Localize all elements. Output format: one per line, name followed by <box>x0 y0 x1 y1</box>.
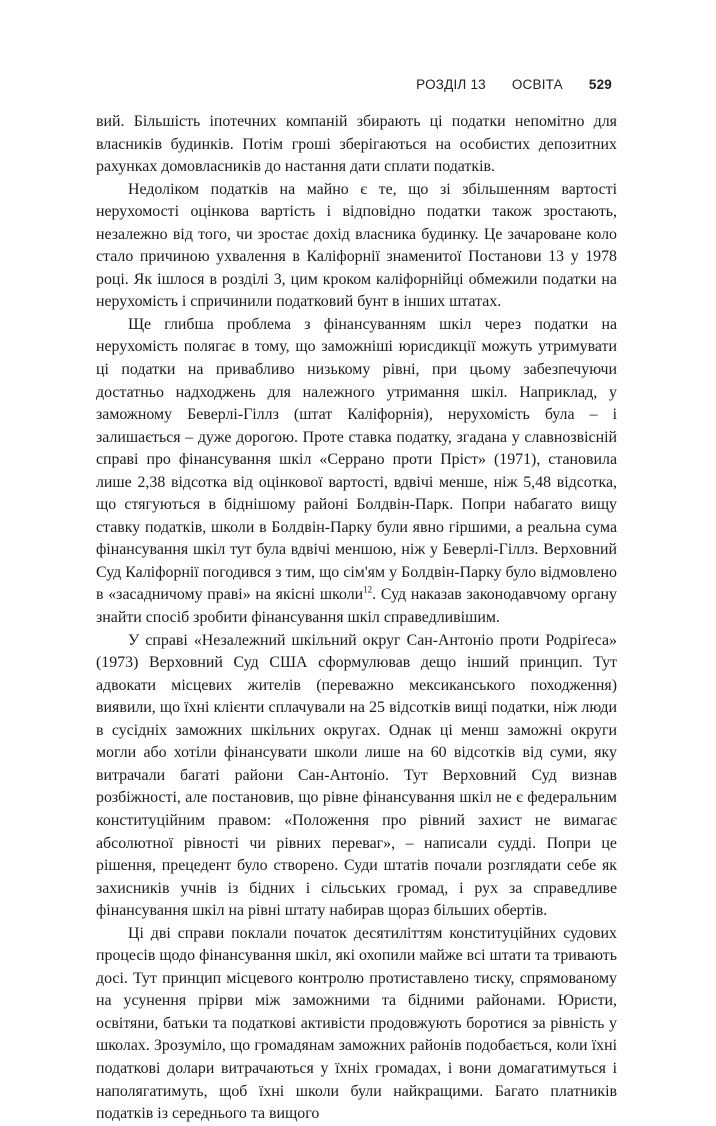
body-text <box>96 111 617 1126</box>
paragraph-1: вий. Більшість іпотечних компаній збирають ці податки непомітно для власників будинків. Потім гроші зберігаються на особистих депозитних рахунках домовласників до настання дати сплати податків. <box>96 113 617 176</box>
paragraph-4: У справі «Незалежний шкільний округ Сан-Антоніо проти Родріґеса» (1973) Верховний Суд США сформулював дещо інший принцип. Тут адвокати місцевих жителів (переважно мексиканського походження) виявили, що їхні клієнти сплачували на 25 відсотків вищі податки, ніж люди в сусідніх заможних шкільних округах. Однак ці менш заможні округи могли або хотіли фінансувати школи лише на 60 відсотків від суми, яку витрачали багаті райони Сан-Антоніо. Тут Верховний Суд визнав розбіжності, але постановив, що рівне фінансування шкіл не є федеральним конституційним правом: «Положення про рівний захист не вимагає абсолютної рівності чи рівних переваг», – написали судді. Попри це рішення, прецедент було створено. Суди штатів почали розглядати себе як захисників учнів із бідних і сільських громад, і рух за справедливе фінансування шкіл на рівні штату набирав щораз більших обертів. <box>96 631 617 920</box>
paragraph-2: Недоліком податків на майно є те, що зі збільшенням вартості нерухомості оцінкова вартість і відповідно податки також зростають, незалежно від того, чи зростає дохід власника будинку. Це зачароване коло стало причиною ухвалення в Каліфорнії знаменитої Постанови 13 у 1978 році. Як ішлося в розділі 3, цим кроком каліфорнійці обмежили податки на нерухомість і спричинили податковий бунт в інших штатах. <box>96 180 617 311</box>
paragraph-3 <box>96 314 617 630</box>
page-number: 529 <box>588 77 612 92</box>
running-header <box>416 77 612 92</box>
paragraph-3-text: Ще глибша проблема з фінансуванням шкіл через податки на нерухомість полягає в тому, що заможніші юрисдикції можуть утримувати ці податки на привабливо низькому рівні, при цьому забезпечуючи достатньо надходжень для належного утримання шкіл. Наприклад, у заможному Беверлі-Гіллз (штат Каліфорнія), нерухомість була – і залишається – дуже дорогою. Проте ставка податку, згадана у славнозвісній справі про фінансування шкіл «Серрано проти Пріст» (1971), становила лише 2,38 відсотка від оцінкової вартості, вдвічі менше, ніж 5,48 відсотка, що стягуються в біднішому районі Болдвін-Парк. Попри набагато вищу ставку податків, школи в Болдвін-Парку були явно гіршими, а реальна сума фінансування шкіл тут була вдвічі меншою, ніж у Беверлі-Гіллз. Верховний Суд Каліфорнії погодився з тим, що сім'ям у Болдвін-Парку було відмовлено в «засадничому праві» на якісні школи <box>96 315 617 604</box>
chapter-label: РОЗДІЛ 13 <box>416 77 486 92</box>
paragraph-3-tail: . Суд наказав законодавчому органу знайти спосіб зробити фінансування шкіл справедливішим. <box>96 586 617 627</box>
paragraph-5: Ці дві справи поклали початок десятиліттям конституційних судових процесів щодо фінансування шкіл, які охопили майже всі штати та тривають досі. Тут принцип місцевого контролю протиставлено тиску, спрямованому на усунення прірви між заможними та бідними районами. Юристи, освітяни, батьки та податкові активісти продовжують боротися за рівність у школах. Зрозуміло, що громадянам заможних районів подобається, коли їхні податкові долари витрачаються у їхніх громадах, і вони домагатимуться і наполягатимуть, щоб їхні школи були найкращими. Багато платників податків із середнього та вищого <box>96 924 617 1123</box>
footnote-ref[interactable]: 12 <box>363 585 373 596</box>
section-label: ОСВІТА <box>511 77 563 92</box>
